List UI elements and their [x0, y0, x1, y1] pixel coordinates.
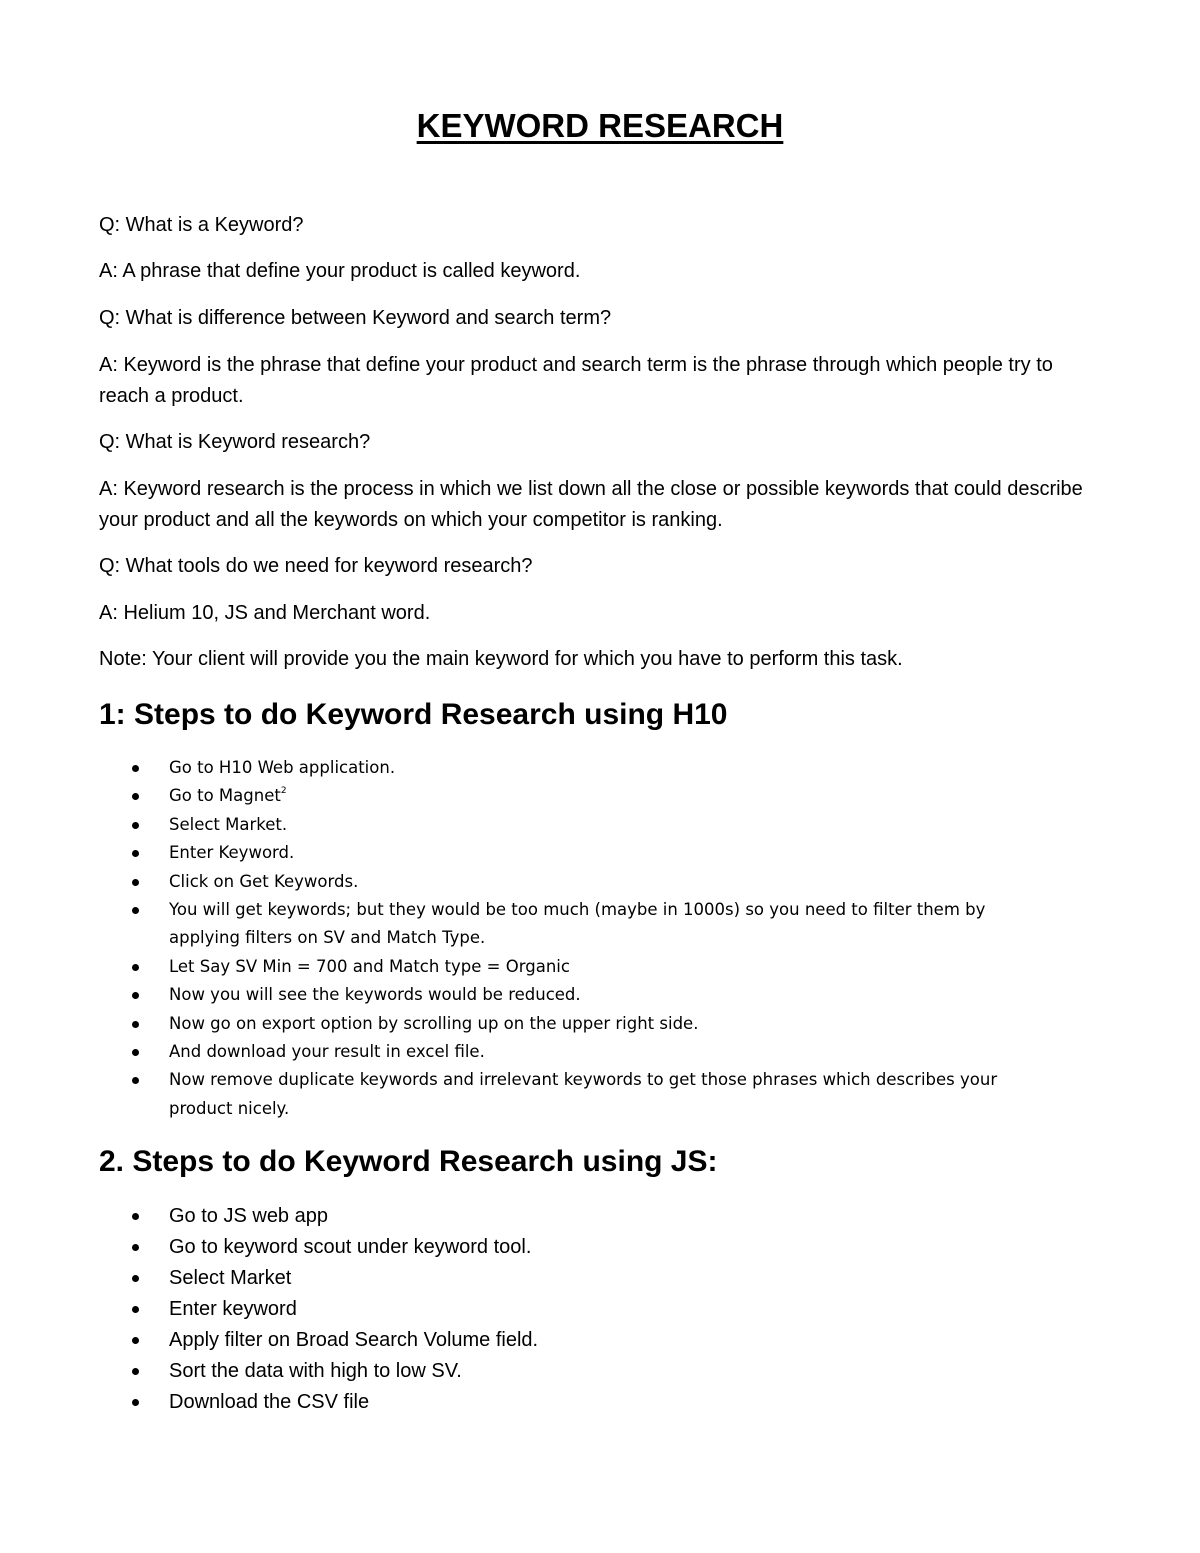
list-item: Now go on export option by scrolling up on the upper right side. [99, 1010, 1059, 1038]
list-item: And download your result in excel file. [99, 1038, 1059, 1066]
answer-1: A: A phrase that define your product is called keyword. [99, 260, 581, 282]
question-3: Q: What is Keyword research? [99, 431, 371, 453]
list-item [99, 782, 1059, 810]
list-item: Go to H10 Web application. [99, 754, 1059, 782]
list-item: Now remove duplicate keywords and irrelevant keywords to get those phrases which describes your product nicely. [99, 1066, 1059, 1123]
list-item: Apply filter on Broad Search Volume field. [99, 1325, 1059, 1356]
list-item: Go to JS web app [99, 1201, 1059, 1232]
section-1-heading: 1: Steps to do Keyword Research using H10 [99, 698, 728, 731]
list-item: Select Market. [99, 811, 1059, 839]
list-item: Enter Keyword. [99, 839, 1059, 867]
list-item: Sort the data with high to low SV. [99, 1356, 1059, 1387]
list-item: Enter keyword [99, 1294, 1059, 1325]
superscript-marker: 2 [280, 786, 287, 797]
list-item: Go to keyword scout under keyword tool. [99, 1232, 1059, 1263]
question-4: Q: What tools do we need for keyword research? [99, 555, 533, 577]
list-item: Click on Get Keywords. [99, 868, 1059, 896]
answer-2: A: Keyword is the phrase that define your product and search term is the phrase through which people try to reach a product. [99, 354, 1053, 407]
list-item: Let Say SV Min = 700 and Match type = Organic [99, 953, 1059, 981]
note: Note: Your client will provide you the main keyword for which you have to perform this task. [99, 648, 903, 670]
js-steps-list [99, 1201, 1059, 1418]
list-item: Select Market [99, 1263, 1059, 1294]
question-2: Q: What is difference between Keyword and search term? [99, 307, 612, 329]
list-item-text: Go to Magnet [169, 786, 281, 806]
question-1: Q: What is a Keyword? [99, 214, 304, 236]
list-item: You will get keywords; but they would be too much (maybe in 1000s) so you need to filter them by applying filters on SV and Match Type. [99, 896, 1059, 953]
document-title-text: KEYWORD RESEARCH [416, 107, 784, 144]
list-item: Download the CSV file [99, 1387, 1059, 1418]
list-item: Now you will see the keywords would be reduced. [99, 981, 1059, 1009]
answer-3: A: Keyword research is the process in which we list down all the close or possible keywords that could describe your product and all the keywords on which your competitor is ranking. [99, 478, 1083, 531]
document-title [0, 104, 1200, 148]
section-2-heading: 2. Steps to do Keyword Research using JS: [99, 1145, 718, 1178]
answer-4: A: Helium 10, JS and Merchant word. [99, 602, 431, 624]
h10-steps-list [99, 754, 1059, 1123]
